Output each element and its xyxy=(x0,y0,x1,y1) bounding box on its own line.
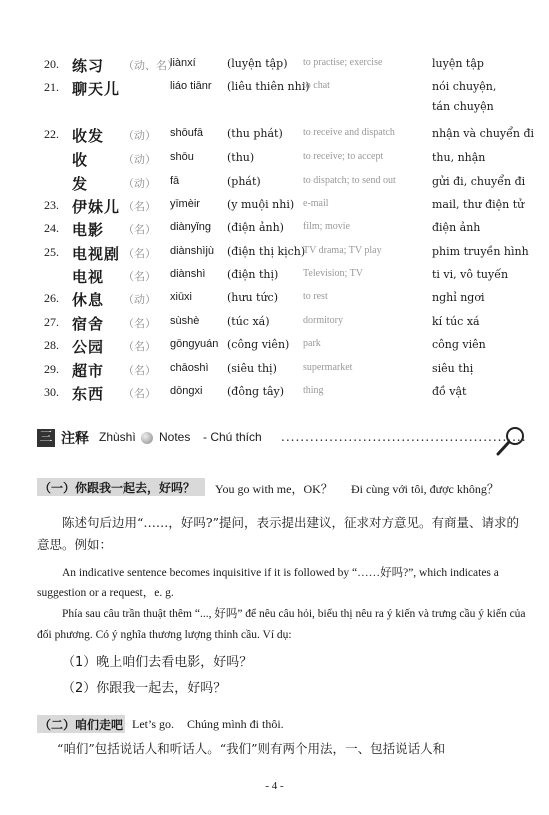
vocab-han-viet: (đông tây) xyxy=(227,385,285,398)
section-2-vietnamese: Chúng mình đi thôi. xyxy=(187,717,284,731)
vocab-english: to rest xyxy=(303,291,328,302)
vocab-part-of-speech: （动） xyxy=(123,293,156,306)
vocab-han-viet: (điện thị kịch) xyxy=(227,245,306,258)
vocab-english: TV drama; TV play xyxy=(303,245,382,256)
vocab-han-viet: (phát) xyxy=(227,175,261,188)
vocab-row xyxy=(0,268,549,290)
vocab-row xyxy=(0,198,549,220)
vocab-part-of-speech: （名） xyxy=(123,387,156,400)
vocab-pinyin: shōufā xyxy=(170,127,204,139)
vocab-hanzi: 休息 xyxy=(72,291,105,309)
vocab-hanzi: 电视 xyxy=(72,268,105,286)
bullet-dot-icon xyxy=(141,432,153,444)
dotted-leader: ................................................... xyxy=(281,430,527,444)
vocab-row xyxy=(0,315,549,337)
vocab-vietnamese: nghỉ ngơi xyxy=(432,291,485,304)
vocab-hanzi: 公园 xyxy=(72,338,105,356)
vocab-vietnamese: ti vi, vô tuyến xyxy=(432,268,509,281)
notes-title-english: Notes xyxy=(159,430,191,444)
vocab-vietnamese: luyện tập xyxy=(432,57,484,70)
section-1-vietnamese: Đi cùng với tôi, được không？ xyxy=(351,482,499,496)
magnifier-icon xyxy=(493,424,527,458)
vocab-vietnamese: phim truyền hình xyxy=(432,245,529,258)
vocab-vietnamese: siêu thị xyxy=(432,362,474,375)
vocab-hanzi: 宿舍 xyxy=(72,315,105,333)
vocab-row xyxy=(0,221,549,243)
vocab-hanzi: 聊天儿 xyxy=(72,80,121,98)
vocab-row xyxy=(0,57,549,79)
vocab-pinyin: fā xyxy=(170,175,180,187)
vocab-pinyin: diànshì xyxy=(170,268,206,280)
vocab-han-viet: (thu) xyxy=(227,151,255,164)
vocab-vietnamese: nói chuyện, xyxy=(432,80,497,93)
vocab-number: 20. xyxy=(44,57,59,71)
notes-title-chinese: 注释 xyxy=(61,431,89,447)
vocab-english: to dispatch; to send out xyxy=(303,175,396,186)
vocab-hanzi: 东西 xyxy=(72,385,105,403)
section-2-title: （二）咱们走吧 xyxy=(39,718,124,732)
vocab-pinyin: sùshè xyxy=(170,315,200,327)
vocab-vietnamese: kí túc xá xyxy=(432,315,480,328)
vocab-hanzi: 发 xyxy=(72,175,89,193)
vocab-part-of-speech: （名） xyxy=(123,200,156,213)
vocab-han-viet: (y muội nhi) xyxy=(227,198,295,211)
vocab-vietnamese: nhận và chuyển đi xyxy=(432,127,535,140)
notes-title-vietnamese: - Chú thích xyxy=(203,430,262,444)
vocab-han-viet: (điện ảnh) xyxy=(227,221,284,234)
vocab-row xyxy=(0,175,549,197)
vocab-english: park xyxy=(303,338,321,349)
vocab-hanzi: 收 xyxy=(72,151,89,169)
vocab-row xyxy=(0,151,549,173)
section-1-chinese-paragraph: 陈述句后边用“……，好吗?”提问，表示提出建议，征求对方意见。有商量、请求的意思。例如： xyxy=(37,515,519,552)
vocab-pinyin: liànxí xyxy=(170,57,196,69)
vocab-number: 30. xyxy=(44,385,59,399)
section-1-english: You go with me，OK？ xyxy=(215,482,333,496)
vocab-han-viet: (công viên) xyxy=(227,338,290,351)
vocab-part-of-speech: （动） xyxy=(123,153,156,166)
vocab-pinyin: shōu xyxy=(170,151,194,163)
vocab-row xyxy=(0,291,549,313)
vocab-hanzi: 收发 xyxy=(72,127,105,145)
vocab-part-of-speech: （动、名） xyxy=(123,59,178,72)
notes-header xyxy=(37,424,527,458)
vocab-english: thing xyxy=(303,385,324,396)
vocab-english: to chat xyxy=(303,80,330,91)
vocab-hanzi: 电影 xyxy=(72,221,105,239)
vocab-number: 23. xyxy=(44,198,59,212)
vocab-number: 28. xyxy=(44,338,59,352)
vocab-number: 27. xyxy=(44,315,59,329)
section-1-title: （一）你跟我一起去，好吗？ xyxy=(39,481,196,495)
vocab-pinyin: gōngyuán xyxy=(170,338,219,350)
vocab-english: supermarket xyxy=(303,362,353,373)
vocab-vietnamese: gửi đi, chuyển đi xyxy=(432,175,526,188)
vocab-number: 21. xyxy=(44,80,59,94)
vocab-pinyin: diànshìjù xyxy=(170,245,215,257)
vocab-pinyin: liáo tiānr xyxy=(170,80,212,92)
vocab-english: Television; TV xyxy=(303,268,363,279)
vocab-han-viet: (luyện tập) xyxy=(227,57,288,70)
vocab-part-of-speech: （名） xyxy=(123,317,156,330)
vocab-english: film; movie xyxy=(303,221,350,232)
vocab-number: 25. xyxy=(44,245,59,259)
vocab-number: 22. xyxy=(44,127,59,141)
section-1-english-paragraph: An indicative sentence becomes inquisitive if it is followed by “……好吗?”, which indicates a suggestion or a request，e. g. xyxy=(37,567,499,599)
vocab-pinyin: dōngxi xyxy=(170,385,203,397)
notes-title-pinyin: Zhùshì xyxy=(99,430,136,444)
vocab-vietnamese: mail, thư điện tử xyxy=(432,198,525,211)
vocab-pinyin: diànyǐng xyxy=(170,221,211,233)
vocab-english: to practise; exercise xyxy=(303,57,383,68)
vocab-vietnamese: điện ảnh xyxy=(432,221,481,234)
vocab-pinyin: yīmèir xyxy=(170,198,200,210)
vocab-part-of-speech: （动） xyxy=(123,177,156,190)
vocab-english: dormitory xyxy=(303,315,343,326)
vocab-number: 24. xyxy=(44,221,59,235)
example-1: （1）晚上咱们去看电影，好吗？ xyxy=(62,655,253,670)
vocab-part-of-speech: （名） xyxy=(123,340,156,353)
vocab-pinyin: xiūxi xyxy=(170,291,193,303)
vocab-vietnamese: công viên xyxy=(432,338,486,351)
vocab-han-viet: (túc xá) xyxy=(227,315,270,328)
vocab-english: e-mail xyxy=(303,198,329,209)
vocab-part-of-speech: （名） xyxy=(123,270,156,283)
section-2-chinese-paragraph: “咱们”包括说话人和听话人。“我们”则有两个用法，一、包括说话人和 xyxy=(57,741,446,756)
vocab-part-of-speech: （名） xyxy=(123,364,156,377)
vocab-row xyxy=(0,80,549,113)
section-1-vietnamese-paragraph: Phía sau câu trần thuật thêm “..., 好吗” để nêu câu hỏi, biểu thị nêu ra ý kiến và trưng cầu ý kiến của đối phương. Có ý nghĩa thương lượng thỉnh cầu. Ví dụ: xyxy=(37,608,526,641)
vocab-hanzi: 练习 xyxy=(72,57,105,75)
vocab-number: 26. xyxy=(44,291,59,305)
vocab-han-viet: (điện thị) xyxy=(227,268,279,281)
section-number-badge: 三 xyxy=(37,429,55,447)
vocab-row xyxy=(0,127,549,149)
vocab-han-viet: (hưu tức) xyxy=(227,291,278,304)
vocab-han-viet: (thu phát) xyxy=(227,127,283,140)
vocab-row xyxy=(0,245,549,267)
vocab-vietnamese: thu, nhận xyxy=(432,151,486,164)
vocab-hanzi: 超市 xyxy=(72,362,105,380)
vocab-hanzi: 电视剧 xyxy=(72,245,121,263)
vocab-han-viet: (liêu thiên nhi) xyxy=(227,80,310,93)
vocab-part-of-speech: （动） xyxy=(123,129,156,142)
vocab-english: to receive; to accept xyxy=(303,151,384,162)
vocab-hanzi: 伊妹儿 xyxy=(72,198,121,216)
vocab-part-of-speech: （名） xyxy=(123,223,156,236)
vocab-number: 29. xyxy=(44,362,59,376)
vocab-pinyin: chāoshì xyxy=(170,362,209,374)
vocab-han-viet: (siêu thị) xyxy=(227,362,277,375)
vocab-part-of-speech: （名） xyxy=(123,247,156,260)
example-2: （2）你跟我一起去，好吗？ xyxy=(62,681,227,696)
vocab-english: to receive and dispatch xyxy=(303,127,395,138)
vocab-row xyxy=(0,338,549,360)
vocab-vietnamese: đồ vật xyxy=(432,385,467,398)
section-2-english: Let’s go. xyxy=(132,717,174,731)
vocab-vietnamese-line-2: tán chuyện xyxy=(432,100,494,113)
vocab-row xyxy=(0,362,549,384)
page-number: - 4 - xyxy=(265,780,284,792)
vocab-row xyxy=(0,385,549,407)
